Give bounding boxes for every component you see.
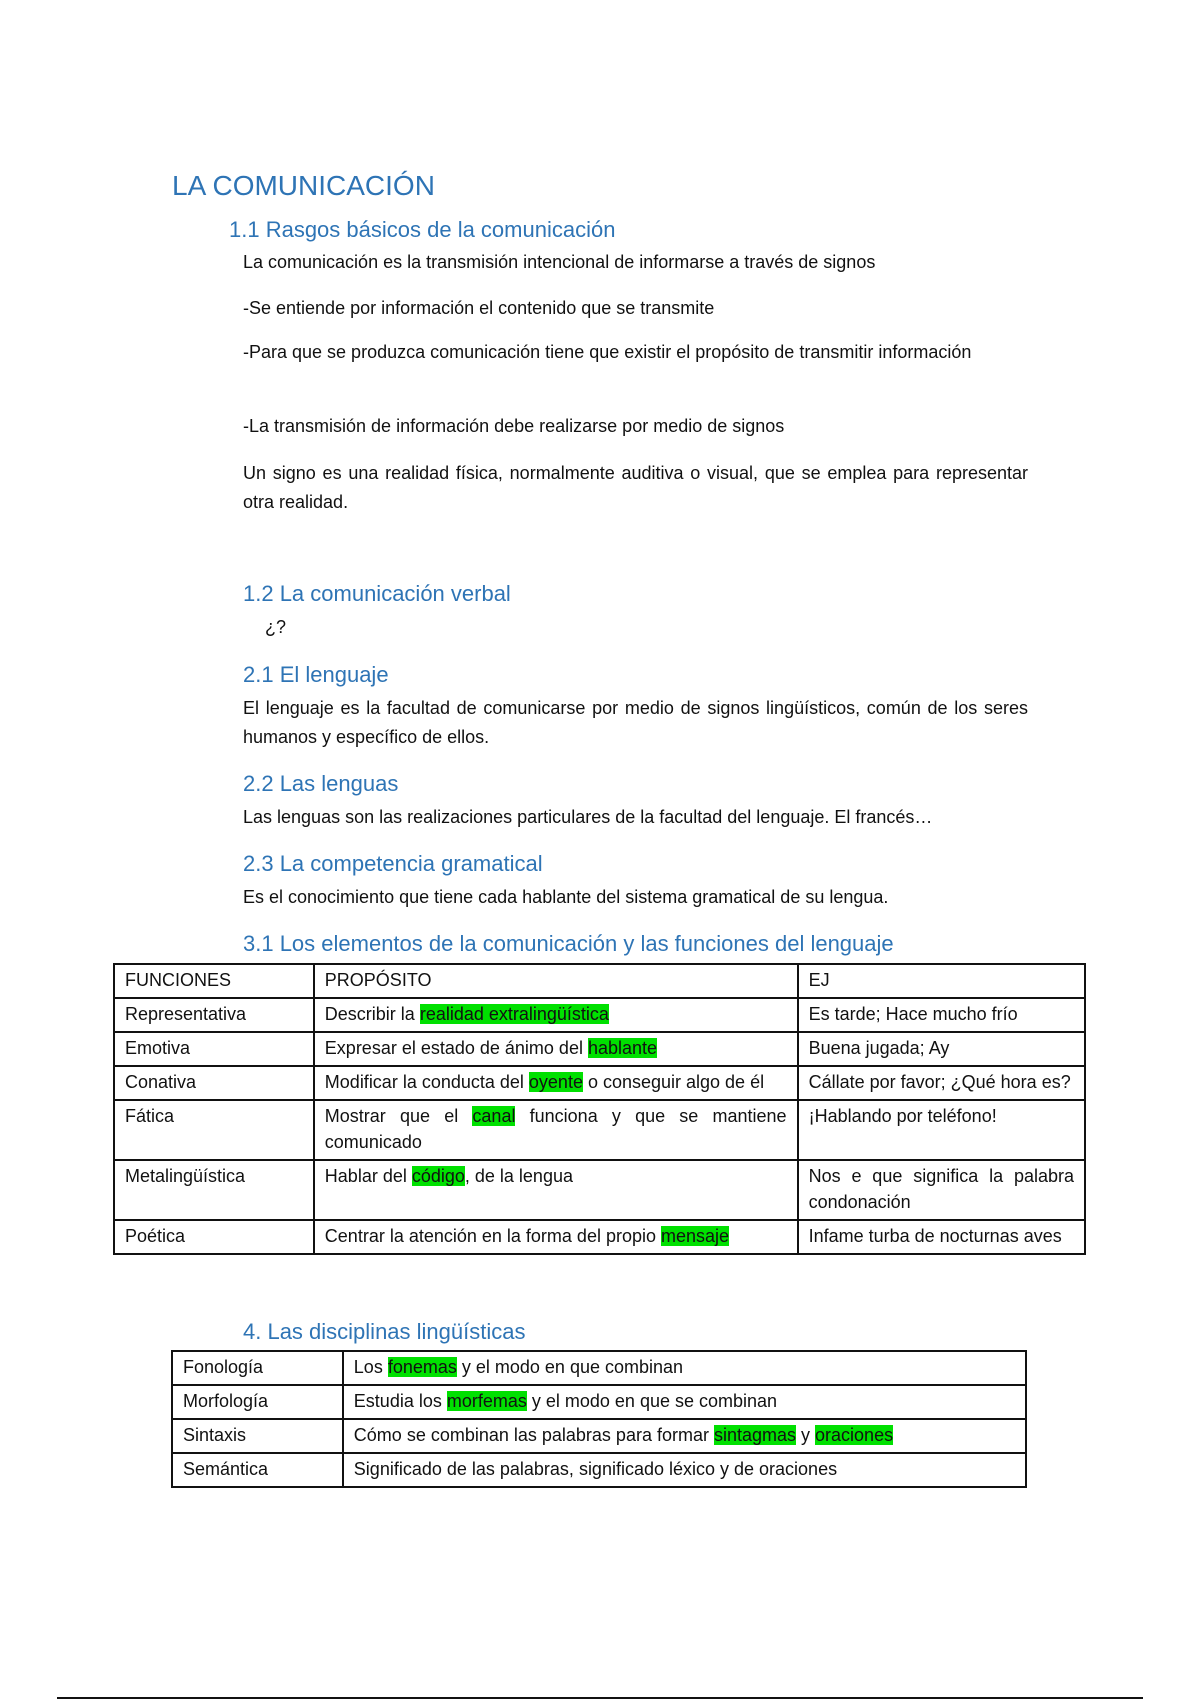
- section-heading-2-3: 2.3 La competencia gramatical: [243, 851, 543, 876]
- paragraph: La comunicación es la transmisión intencional de informarse a través de signos: [243, 252, 876, 272]
- description-text: Los: [353, 1357, 388, 1377]
- section-heading-4: 4. Las disciplinas lingüísticas: [243, 1319, 526, 1344]
- table-row: [172, 1419, 1026, 1453]
- section-heading-3-1: 3.1 Los elementos de la comunicación y las funciones del lenguaje: [243, 931, 894, 956]
- section-heading-2-1: 2.1 El lenguaje: [243, 662, 389, 687]
- paragraph: Las lenguas son las realizaciones particulares de la facultad del lenguaje. El francés…: [243, 807, 933, 827]
- highlighted-term: mensaje: [661, 1226, 730, 1246]
- highlighted-term: morfemas: [446, 1391, 527, 1411]
- description-text: Cómo se combinan las palabras para formar: [353, 1425, 714, 1445]
- purpose-cell: [314, 1100, 798, 1160]
- table-row: [114, 1100, 1085, 1160]
- example-cell: Nos e que significa la palabra condonación: [798, 1160, 1085, 1220]
- purpose-cell: [314, 1032, 798, 1066]
- function-name-cell: Representativa: [114, 998, 314, 1032]
- paragraph: -La transmisión de información debe realizarse por medio de signos: [243, 416, 785, 436]
- description-text: Significado de las palabras, significado léxico y de oraciones: [353, 1459, 838, 1479]
- highlighted-term: hablante: [587, 1038, 658, 1058]
- example-cell: ¡Hablando por teléfono!: [798, 1100, 1085, 1160]
- table-header-cell: FUNCIONES: [114, 964, 314, 998]
- discipline-description-cell: [343, 1419, 1026, 1453]
- discipline-name-cell: Sintaxis: [172, 1419, 343, 1453]
- purpose-cell: [314, 1160, 798, 1220]
- paragraph: El lenguaje es la facultad de comunicarse por medio de signos lingüísticos, común de los seres humanos y específico de ellos.: [243, 698, 1028, 747]
- functions-table: [113, 963, 1086, 1255]
- table-header-cell: PROPÓSITO: [314, 964, 798, 998]
- table-row: [172, 1351, 1026, 1385]
- paragraph: -Se entiende por información el contenido que se transmite: [243, 298, 715, 318]
- table-row: [114, 1066, 1085, 1100]
- example-cell: Infame turba de nocturnas aves: [798, 1220, 1085, 1254]
- function-name-cell: Emotiva: [114, 1032, 314, 1066]
- purpose-text: Describir la: [324, 1004, 420, 1024]
- description-text: y el modo en que se combinan: [526, 1391, 778, 1411]
- table-row: [172, 1453, 1026, 1487]
- example-cell: Es tarde; Hace mucho frío: [798, 998, 1085, 1032]
- description-text: y: [796, 1425, 816, 1445]
- example-cell: Cállate por favor; ¿Qué hora es?: [798, 1066, 1085, 1100]
- purpose-cell: [314, 998, 798, 1032]
- discipline-name-cell: Semántica: [172, 1453, 343, 1487]
- function-name-cell: Poética: [114, 1220, 314, 1254]
- function-name-cell: Conativa: [114, 1066, 314, 1100]
- discipline-description-cell: [343, 1351, 1026, 1385]
- purpose-text: Expresar el estado de ánimo del: [324, 1038, 588, 1058]
- table-header-row: [114, 964, 1085, 998]
- function-name-cell: Metalingüística: [114, 1160, 314, 1220]
- page-title: LA COMUNICACIÓN: [172, 170, 435, 201]
- purpose-text: , de la lengua: [464, 1166, 573, 1186]
- purpose-cell: [314, 1220, 798, 1254]
- purpose-text: Modificar la conducta del: [324, 1072, 529, 1092]
- highlighted-term: sintagmas: [713, 1425, 797, 1445]
- purpose-text: funciona y que se mantiene comunicado: [324, 1106, 787, 1152]
- table-row: [172, 1385, 1026, 1419]
- section-heading-2-2: 2.2 Las lenguas: [243, 771, 399, 796]
- discipline-description-cell: [343, 1385, 1026, 1419]
- table-row: [114, 998, 1085, 1032]
- paragraph: Un signo es una realidad física, normalmente auditiva o visual, que se emplea para representar otra realidad.: [243, 463, 1028, 512]
- highlighted-term: realidad extralingüística: [419, 1004, 609, 1024]
- discipline-name-cell: Fonología: [172, 1351, 343, 1385]
- purpose-text: Hablar del: [324, 1166, 412, 1186]
- function-name-cell: Fática: [114, 1100, 314, 1160]
- highlighted-term: canal: [472, 1106, 516, 1126]
- paragraph: ¿?: [265, 617, 287, 637]
- table-row: [114, 1160, 1085, 1220]
- discipline-name-cell: Morfología: [172, 1385, 343, 1419]
- highlighted-term: fonemas: [387, 1357, 457, 1377]
- table-row: [114, 1032, 1085, 1066]
- footer-divider: [57, 1697, 1143, 1699]
- description-text: Estudia los: [353, 1391, 447, 1411]
- purpose-text: Mostrar que el: [324, 1106, 473, 1126]
- section-heading-1-1: 1.1 Rasgos básicos de la comunicación: [229, 217, 616, 242]
- highlighted-term: oraciones: [815, 1425, 894, 1445]
- highlighted-term: código: [411, 1166, 465, 1186]
- highlighted-term: oyente: [528, 1072, 583, 1092]
- section-heading-1-2: 1.2 La comunicación verbal: [243, 581, 511, 606]
- purpose-cell: [314, 1066, 798, 1100]
- paragraph: -Para que se produzca comunicación tiene que existir el propósito de transmitir información: [243, 342, 972, 362]
- purpose-text: o conseguir algo de él: [582, 1072, 765, 1092]
- example-cell: Buena jugada; Ay: [798, 1032, 1085, 1066]
- table-header-cell: EJ: [798, 964, 1085, 998]
- table-row: [114, 1220, 1085, 1254]
- purpose-text: Centrar la atención en la forma del propio: [324, 1226, 661, 1246]
- disciplines-table: [171, 1350, 1027, 1488]
- description-text: y el modo en que combinan: [456, 1357, 684, 1377]
- paragraph: Es el conocimiento que tiene cada hablante del sistema gramatical de su lengua.: [243, 887, 889, 907]
- discipline-description-cell: [343, 1453, 1026, 1487]
